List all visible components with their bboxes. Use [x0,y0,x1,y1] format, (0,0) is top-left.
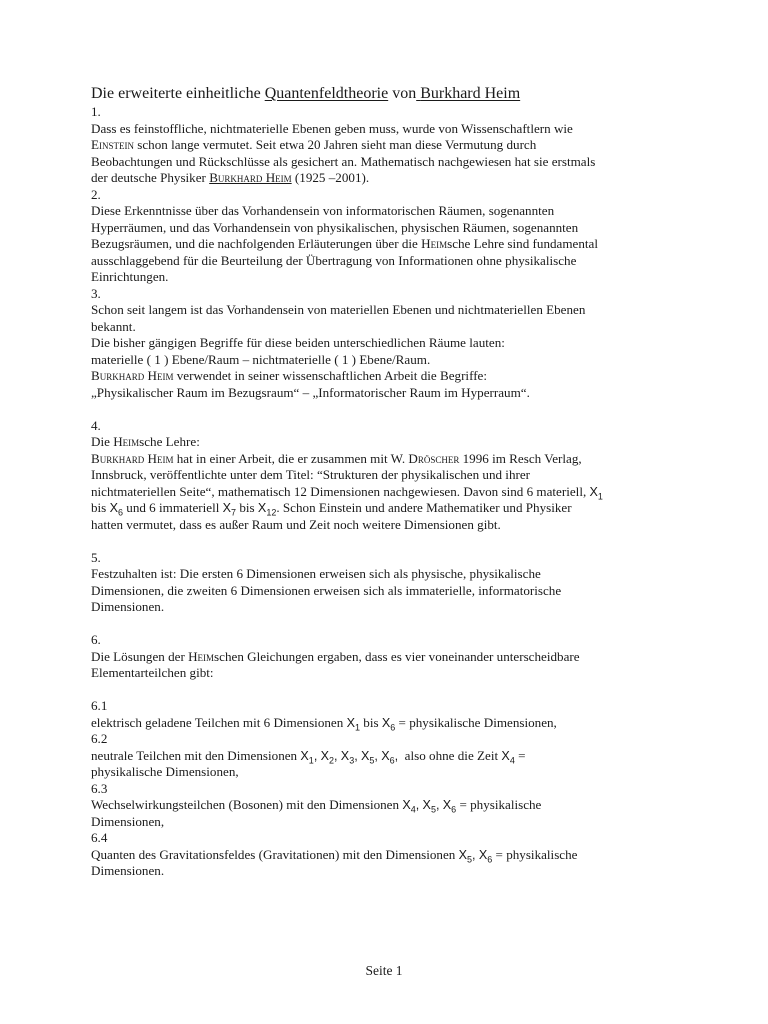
symbol-x6: $X_6$ [381,715,396,733]
section-2-line: Einrichtungen. [91,269,169,284]
section-6-number: 6. [91,632,101,647]
section-4-line: bis $X_6$ und 6 immateriell $X_7$ bis $X_{12}$. Schon Einstein und andere Mathematiker und Physiker [91,500,572,518]
section-6-line: Elementarteilchen gibt: [91,665,214,680]
section-4-heading: Die Heimsche Lehre: [91,434,200,449]
symbol-x5: $X_5$, [361,748,378,766]
section-6-2-number: 6.2 [91,731,108,746]
section-3-line: „Physikalischer Raum im Bezugsraum“ – „Informatorischer Raum im Hyperraum“. [91,384,530,400]
symbol-x1: $X_1$ [346,715,360,733]
symbol-x4: $X_4$, [402,798,420,815]
name-burkhard-heim: Burkhard Heim [91,368,174,383]
section-4-line: hatten vermutet, dass es außer Raum und Zeit noch weitere Dimensionen gibt. [91,516,501,532]
symbol-x5: $X_5$, [458,847,476,865]
section-4-line: Innsbruck, veröffentlichte unter dem Titel: “Strukturen der physikalischen und ihrer [91,467,531,482]
name-heim: Heim [421,236,448,251]
section-6-4-line: Quanten des Gravitationsfeldes (Gravitationen) mit den Dimensionen $X_5$, $X_6$ = physikalische [91,846,578,865]
section-2-line: Bezugsräumen, und die nachfolgenden Erläuterungen über die Heimsche Lehre sind fundamental [91,236,598,251]
symbol-x3: $X_3$, [340,748,358,766]
symbol-x5: $X_5$, [422,798,440,815]
document-body [91,84,683,880]
symbol-x6: $X_6$, [381,748,399,766]
symbol-x6: $X_6$ [442,798,457,815]
symbol-x6: $X_6$ [109,501,123,518]
section-3-line: Burkhard Heim verwendet in seiner wissenschaftlichen Arbeit die Begriffe: [91,368,488,383]
section-2-number: 2. [91,186,101,202]
section-6-line: Die Lösungen der Heimschen Gleichungen ergaben, dass es vier voneinander unterscheidbare [91,648,580,664]
section-6-4-line: Dimensionen. [91,863,165,878]
link-burkhard-heim[interactable] [416,85,520,102]
section-6-3-number: 6.3 [91,780,108,796]
link-burkhard-heim-text: Burkhard Heim [420,85,521,102]
section-2-line: ausschlaggebend für die Beurteilung der Übertragung von Informationen ohne physikalische [91,252,577,268]
section-6-2-line: physikalische Dimensionen, [91,764,239,779]
link-quantenfeldtheorie[interactable]: Quantenfeldtheorie [264,85,389,102]
section-5-number: 5. [91,549,101,565]
section-4-line: Burkhard Heim hat in einer Arbeit, die er zusammen mit W. Dröscher 1996 im Resch Verlag, [91,450,582,466]
section-5-line: Dimensionen, die zweiten 6 Dimensionen erweisen sich als immaterielle, informatorische [91,582,562,598]
name-heim: Heim [188,648,215,664]
section-6-3-line: Dimensionen, [91,813,165,829]
name-einstein: Einstein [91,137,134,152]
section-2-line: Hyperräumen, und das Vorhandensein von physikalischen, physischen Räumen, sogenannten [91,219,579,235]
symbol-x1: $X_1$, [300,748,318,766]
name-droscher: Dröscher [408,450,460,466]
section-3-line: materielle ( 1 ) Ebene/Raum – nichtmaterielle ( 1 ) Ebene/Raum. [91,351,431,367]
section-3-line: bekannt. [91,318,136,334]
section-1-line: Beobachtungen und Rückschlüsse als gesichert an. Mathematisch nachgewiesen hat sie erstmals [91,153,596,169]
section-3-line: Schon seit langem ist das Vorhandensein von materiellen Ebenen und nichtmateriellen Ebenen [91,302,586,317]
link-heim[interactable]: Burkhard Heim [209,170,292,185]
section-1-line: der deutsche Physiker Burkhard Heim (1925 –2001). [91,170,370,185]
section-6-2-line: neutrale Teilchen mit den Dimensionen $X_1$, $X_2$, $X_3$, $X_5$, $X_6$, also ohne die Zeit $X_4$ = [91,747,526,766]
section-4-number: 4. [91,417,101,433]
spacer [91,533,683,550]
section-1-line: Einstein schon lange vermutet. Seit etwa 20 Jahren sieht man diese Vermutung durch [91,137,537,152]
section-3-line: Die bisher gängigen Begriffe für diese beiden unterschiedlichen Räume lauten: [91,335,505,350]
symbol-x12: $X_{12}$ [257,501,277,518]
section-6-1-number: 6.1 [91,698,108,713]
symbol-x7: $X_7$ [222,501,237,518]
spacer [91,616,683,633]
section-1-line: Dass es feinstoffliche, nichtmaterielle Ebenen geben muss, wurde von Wissenschaftlern wie [91,120,573,136]
symbol-x1: $X_1$ [589,484,603,502]
title-prefix: Die erweiterte einheitliche [91,85,261,102]
section-6-4-number: 6.4 [91,830,108,845]
section-2-line: Diese Erkenntnisse über das Vorhandensein von informatorischen Räumen, sogenannten [91,203,555,218]
symbol-x6: $X_6$ [478,847,493,865]
page-title [91,84,683,104]
title-mid: von [392,85,417,102]
spacer [91,682,683,699]
section-5-line: Festzuhalten ist: Die ersten 6 Dimensionen erweisen sich als physische, physikalische [91,566,541,581]
spacer [91,401,683,418]
section-6-3-line: Wechselwirkungsteilchen (Bosonen) mit den Dimensionen $X_4$, $X_5$, $X_6$ = physikalische [91,797,542,815]
section-6-1-line: elektrisch geladene Teilchen mit 6 Dimensionen $X_1$ bis $X_6$ = physikalische Dimensionen, [91,714,557,733]
section-1-number: 1. [91,104,101,119]
symbol-x2: $X_2$, [320,748,338,766]
section-4-line: nichtmateriellen Seite“, mathematisch 12 Dimensionen nachgewiesen. Davon sind 6 materiell, $X_1$ [91,483,603,502]
section-5-line: Dimensionen. [91,599,165,614]
page-footer: Seite 1 [365,963,403,978]
symbol-x4: $X_4$ [501,748,515,766]
name-burkhard-heim: Burkhard Heim [91,450,174,466]
section-3-number: 3. [91,285,101,301]
